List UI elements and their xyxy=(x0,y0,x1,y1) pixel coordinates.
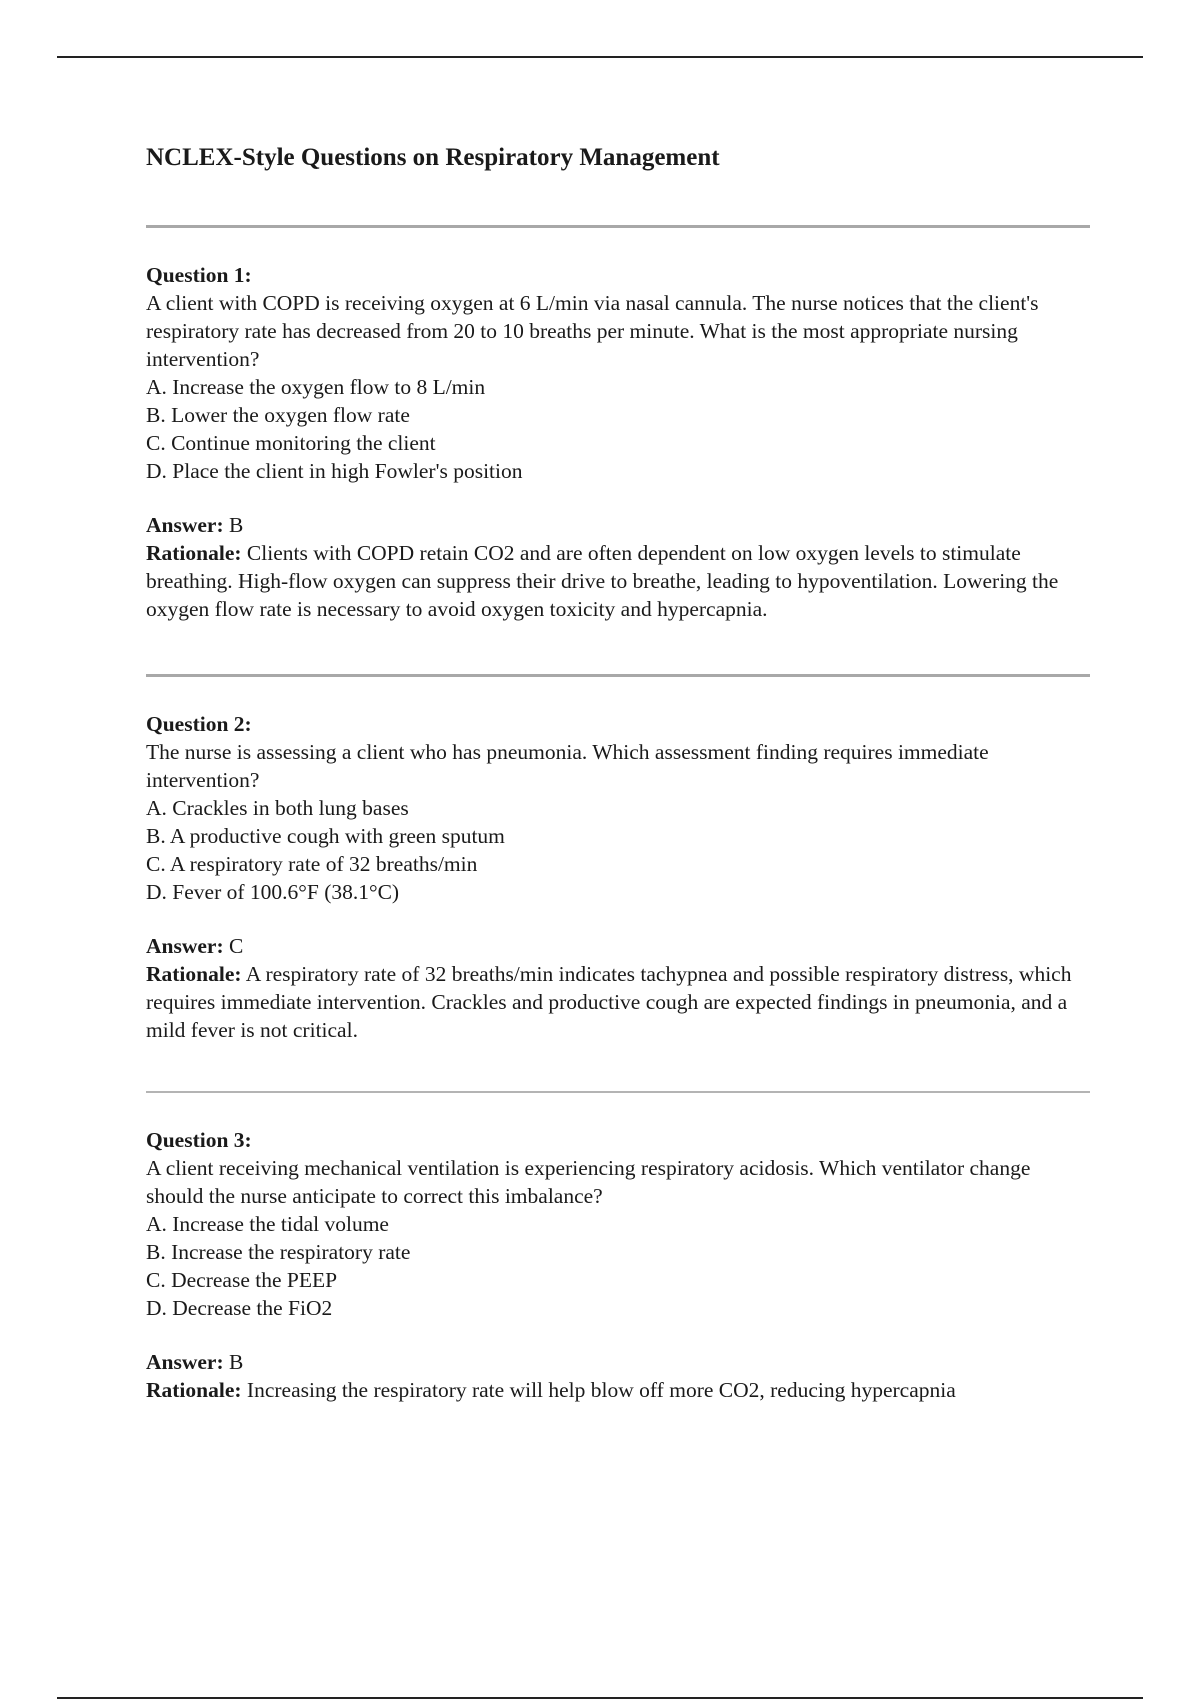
answer-block xyxy=(146,932,1090,1044)
answer-value: B xyxy=(229,1350,244,1374)
option-c: C. Decrease the PEEP xyxy=(146,1268,338,1292)
answer-block xyxy=(146,1348,1090,1404)
option-b: B. Lower the oxygen flow rate xyxy=(146,403,410,427)
option-c: C. A respiratory rate of 32 breaths/min xyxy=(146,852,478,876)
option-b: B. A productive cough with green sputum xyxy=(146,824,505,848)
section-divider xyxy=(146,225,1090,228)
document-content xyxy=(146,142,1090,1404)
page-bottom-rule xyxy=(57,1697,1143,1699)
answer-line xyxy=(146,932,1090,960)
rationale-label: Rationale: xyxy=(146,962,242,986)
option-b: B. Increase the respiratory rate xyxy=(146,1240,411,1264)
rationale-line xyxy=(146,539,1090,623)
answer-label: Answer: xyxy=(146,934,224,958)
question-text: A client with COPD is receiving oxygen at 6 L/min via nasal cannula. The nurse notices that the client's respiratory rate has decreased from 20 to 10 breaths per minute. What is the most appropriate nursing intervention? xyxy=(146,291,1039,371)
answer-label: Answer: xyxy=(146,1350,224,1374)
question-3 xyxy=(146,1126,1090,1404)
question-heading: Question 2: xyxy=(146,712,252,736)
page-title: NCLEX-Style Questions on Respiratory Management xyxy=(146,144,720,171)
rationale-label: Rationale: xyxy=(146,541,242,565)
answer-value: C xyxy=(229,934,244,958)
answer-line xyxy=(146,1348,1090,1376)
option-d: D. Decrease the FiO2 xyxy=(146,1296,333,1320)
option-a: A. Crackles in both lung bases xyxy=(146,796,409,820)
option-a: A. Increase the tidal volume xyxy=(146,1212,389,1236)
rationale-line xyxy=(146,960,1090,1044)
rationale-text: A respiratory rate of 32 breaths/min indicates tachypnea and possible respiratory distress, which requires immediate intervention. Crackles and productive cough are expected findings in pneumonia, and a mild fever is not critical. xyxy=(146,962,1072,1042)
section-divider xyxy=(146,674,1090,677)
question-1 xyxy=(146,261,1090,623)
option-c: C. Continue monitoring the client xyxy=(146,431,436,455)
answer-options xyxy=(146,373,1090,485)
answer-value: B xyxy=(229,513,244,537)
question-heading: Question 3: xyxy=(146,1128,252,1152)
option-d: D. Place the client in high Fowler's position xyxy=(146,459,523,483)
rationale-label: Rationale: xyxy=(146,1378,242,1402)
rationale-text: Increasing the respiratory rate will help blow off more CO2, reducing hypercapnia xyxy=(246,1378,956,1402)
answer-label: Answer: xyxy=(146,513,224,537)
question-2 xyxy=(146,710,1090,1044)
option-a: A. Increase the oxygen flow to 8 L/min xyxy=(146,375,486,399)
answer-options xyxy=(146,794,1090,906)
question-text: The nurse is assessing a client who has pneumonia. Which assessment finding requires immediate intervention? xyxy=(146,740,989,792)
answer-block xyxy=(146,511,1090,623)
page-top-rule xyxy=(57,56,1143,58)
answer-line xyxy=(146,511,1090,539)
question-text: A client receiving mechanical ventilation is experiencing respiratory acidosis. Which ventilator change should the nurse anticipate to correct this imbalance? xyxy=(146,1156,1031,1208)
section-divider xyxy=(146,1091,1090,1093)
answer-options xyxy=(146,1210,1090,1322)
rationale-text: Clients with COPD retain CO2 and are often dependent on low oxygen levels to stimulate breathing. High-flow oxygen can suppress their drive to breathe, leading to hypoventilation. Lowering the oxygen flow rate is necessary to avoid oxygen toxicity and hypercapnia. xyxy=(146,541,1059,621)
option-d: D. Fever of 100.6°F (38.1°C) xyxy=(146,880,400,904)
question-heading: Question 1: xyxy=(146,263,252,287)
rationale-line xyxy=(146,1376,1090,1404)
